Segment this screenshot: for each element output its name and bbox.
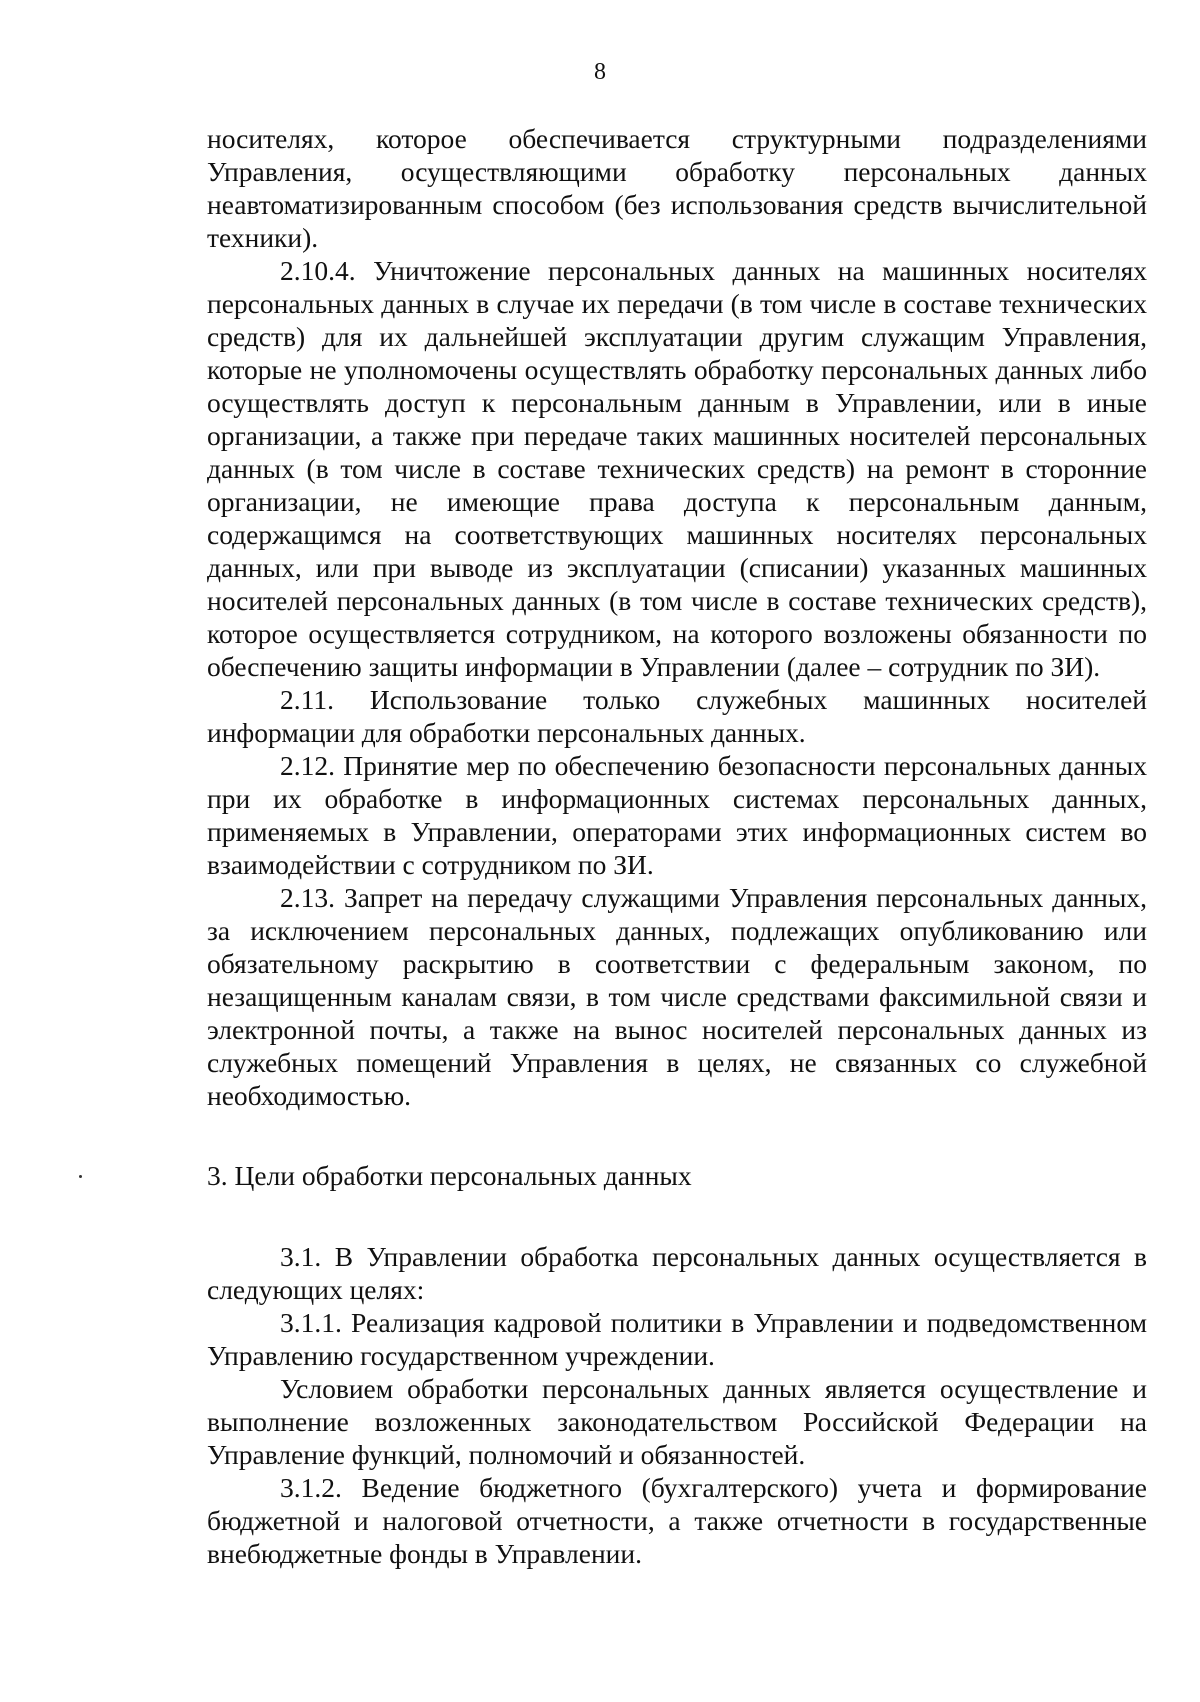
document-body (207, 122, 1147, 1570)
paragraph-2-12: 2.12. Принятие мер по обеспечению безопасности персональных данных при их обработке в информационных системах персональных данных, применяемых в Управлении, операторами этих информационных систем во взаимодействии с сотрудником по ЗИ. (207, 750, 1147, 880)
paragraph-2-10-4: 2.10.4. Уничтожение персональных данных на машинных носителях персональных данных в случае их передачи (в том числе в составе технических средств) для их дальнейшей эксплуатации другим служащим Управления, которые не уполномочены осуществлять обработку персональных данных либо осуществлять доступ к персональным данным в Управлении, или в иные организации, а также при передаче таких машинных носителей персональных данных (в том числе в составе технических средств) на ремонт в сторонние организации, не имеющие права доступа к персональным данным, содержащимся на соответствующих машинных носителях персональных данных, или при выводе из эксплуатации (списании) указанных машинных носителей персональных данных (в том числе в составе технических средств), которое осуществляется сотрудником, на которого возложены обязанности по обеспечению защиты информации в Управлении (далее – сотрудник по ЗИ). (207, 255, 1147, 682)
paragraph-3-1: 3.1. В Управлении обработка персональных данных осуществляется в следующих целях: (207, 1241, 1147, 1305)
section-heading: 3. Цели обработки персональных данных (207, 1160, 692, 1191)
paragraph-3-1-1: 3.1.1. Реализация кадровой политики в Управлении и подведомственном Управлению государственном учреждении. (207, 1307, 1147, 1371)
paragraph-condition: Условием обработки персональных данных является осуществление и выполнение возложенных законодательством Российской Федерации на Управление функций, полномочий и обязанностей. (207, 1373, 1147, 1470)
paragraph-continuation: носителях, которое обеспечивается структурными подразделениями Управления, осуществляющими обработку персональных данных неавтоматизированным способом (без использования средств вычислительной техники). (207, 123, 1147, 253)
paragraph-2-11: 2.11. Использование только служебных машинных носителей информации для обработки персональных данных. (207, 684, 1147, 748)
paragraph-3-1-2: 3.1.2. Ведение бюджетного (бухгалтерского) учета и формирование бюджетной и налоговой отчетности, а также отчетности в государственные внебюджетные фонды в Управлении. (207, 1472, 1147, 1569)
paragraph-2-13: 2.13. Запрет на передачу служащими Управления персональных данных, за исключением персональных данных, подлежащих опубликованию или обязательному раскрытию в соответствии с федеральным законом, по незащищенным каналам связи, в том числе средствами факсимильной связи и электронной почты, а также на вынос носителей персональных данных из служебных помещений Управления в целях, не связанных со служебной необходимостью. (207, 882, 1147, 1111)
scan-speck (79, 1175, 82, 1178)
page-number: 8 (594, 59, 606, 85)
